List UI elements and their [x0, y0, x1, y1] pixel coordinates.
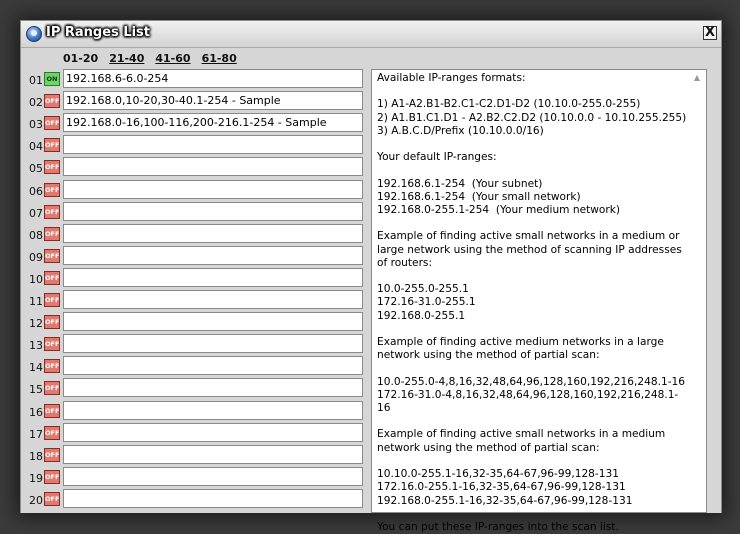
- on-off-toggle[interactable]: OFF: [44, 138, 60, 152]
- row-number: 15: [29, 383, 43, 397]
- on-off-toggle[interactable]: OFF: [44, 183, 60, 197]
- row-number: 03: [29, 118, 43, 132]
- on-off-toggle[interactable]: OFF: [44, 381, 60, 395]
- row-number: 13: [29, 339, 43, 353]
- row-number: 16: [29, 405, 43, 419]
- ip-range-row: [27, 69, 367, 91]
- ip-range-row: [27, 246, 367, 268]
- ip-range-input[interactable]: [63, 334, 363, 353]
- ip-range-input[interactable]: [63, 312, 363, 331]
- ip-range-row: [27, 180, 367, 202]
- ip-range-row: [27, 312, 367, 334]
- ip-range-input[interactable]: 192.168.0-16,100-116,200-216.1-254 - Sample: [63, 113, 363, 132]
- ip-range-input[interactable]: [63, 378, 363, 397]
- ip-range-input[interactable]: [63, 445, 363, 464]
- ip-range-input[interactable]: [63, 489, 363, 508]
- row-number: 01: [29, 74, 43, 87]
- row-number: 08: [29, 228, 43, 242]
- page-tabs: [63, 52, 248, 68]
- ip-range-row: [27, 268, 367, 290]
- row-number: 14: [29, 361, 43, 375]
- row-number: 09: [29, 250, 43, 264]
- on-off-toggle[interactable]: OFF: [44, 205, 60, 219]
- row-number: 20: [29, 493, 43, 507]
- ip-ranges-window: [20, 20, 722, 533]
- on-off-toggle[interactable]: OFF: [44, 94, 60, 108]
- ip-range-input[interactable]: [63, 157, 363, 176]
- on-off-toggle[interactable]: OFF: [44, 359, 60, 373]
- ip-range-row: [27, 202, 367, 224]
- page-tab-41-60[interactable]: 41-60: [155, 52, 191, 65]
- on-off-toggle[interactable]: ON: [44, 72, 60, 86]
- close-button[interactable]: X: [704, 25, 716, 40]
- ip-range-input[interactable]: [63, 224, 363, 243]
- ip-range-input[interactable]: [63, 356, 363, 375]
- on-off-toggle[interactable]: OFF: [44, 227, 60, 241]
- on-off-toggle[interactable]: OFF: [44, 448, 60, 462]
- row-number: 05: [29, 162, 43, 176]
- ip-range-input[interactable]: [63, 290, 363, 309]
- scroll-up-icon[interactable]: ▲: [693, 73, 701, 82]
- title-bar[interactable]: [21, 21, 721, 48]
- ip-range-input[interactable]: [63, 423, 363, 442]
- ip-range-row: [27, 378, 367, 400]
- on-off-toggle[interactable]: OFF: [44, 160, 60, 174]
- on-off-toggle[interactable]: OFF: [44, 426, 60, 440]
- row-number: 12: [29, 317, 43, 331]
- row-number: 11: [29, 295, 43, 308]
- on-off-toggle[interactable]: OFF: [44, 337, 60, 351]
- on-off-toggle[interactable]: OFF: [44, 404, 60, 418]
- on-off-toggle[interactable]: OFF: [44, 116, 60, 130]
- ip-range-row: [27, 113, 367, 135]
- page-tab-61-80[interactable]: 61-80: [201, 52, 237, 65]
- on-off-toggle[interactable]: OFF: [44, 293, 60, 307]
- row-number: 18: [29, 449, 43, 463]
- ip-range-input[interactable]: [63, 467, 363, 486]
- ip-range-row: [27, 135, 367, 157]
- row-number: 07: [29, 206, 43, 220]
- ip-range-row: [27, 91, 367, 113]
- on-off-toggle[interactable]: OFF: [44, 470, 60, 484]
- ip-range-row: [27, 423, 367, 445]
- ip-range-input[interactable]: [63, 202, 363, 221]
- ip-range-row: [27, 467, 367, 489]
- row-number: 17: [29, 427, 43, 441]
- app-globe-icon: [26, 26, 42, 42]
- on-off-toggle[interactable]: OFF: [44, 315, 60, 329]
- ip-range-row: [27, 401, 367, 423]
- on-off-toggle[interactable]: OFF: [44, 271, 60, 285]
- ip-range-input[interactable]: 192.168.6-6.0-254: [63, 69, 363, 88]
- row-number: 19: [29, 471, 43, 485]
- window-title: IP Ranges List: [46, 25, 151, 40]
- row-number: 02: [29, 96, 43, 110]
- row-number: 06: [29, 184, 43, 198]
- row-number: 04: [29, 140, 43, 154]
- row-number: 10: [29, 272, 43, 286]
- ip-range-input[interactable]: [63, 401, 363, 420]
- ip-range-row: [27, 290, 367, 312]
- ip-range-input[interactable]: [63, 135, 363, 154]
- ip-range-row: [27, 334, 367, 356]
- ip-range-row: [27, 356, 367, 378]
- ip-range-row: [27, 445, 367, 467]
- ip-range-input[interactable]: [63, 268, 363, 287]
- info-text: Available IP-ranges formats: 1) A1-A2.B1-B2.C1-C2.D1-D2 (10.10.0-255.0-255) 2) A1.B1.C1.D1 - A2.B2.C2.D2 (10.10.0.0 - 10.10.255.255) 3) A.B.C.D/Prefix (10.10.0.0/16) Your default IP-ranges: 192.168.6.1-254 (Your subnet) 192.168.6.1-254 (Your small network) 192.168.0-255.1-254 (Your medium network) Example of finding active small networks in a medium or large network using the method of scanning IP addresses of routers: 10.0-255.0-255.1 172.16-31.0-255.1 192.168.0-255.1 Example of finding active medium networks in a large network using the method of partial scan: 10.0-255.0-4,8,16,32,48,64,96,128,160,192,216,248.1-16 172.16-31.0-4,8,16,32,48,64,96,128,160,192,216,248.1-16 Example of finding active small networks in a medium network using the method of partial scan: 10.10.0-255.1-16,32-35,64-67,96-99,128-131 172.16.0-255.1-16,32-35,64-67,96-99,128-131 192.168.0-255.1-16,32-35,64-67,96-99,128-131 You can put these IP-ranges into the scan list.: [377, 72, 687, 533]
- ip-range-input[interactable]: [63, 180, 363, 199]
- ip-range-row: [27, 157, 367, 179]
- on-off-toggle[interactable]: OFF: [44, 492, 60, 506]
- ip-range-row: [27, 224, 367, 246]
- ip-range-input[interactable]: 192.168.0,10-20,30-40.1-254 - Sample: [63, 91, 363, 110]
- page-tab-21-40[interactable]: 21-40: [109, 52, 145, 65]
- page-tab-01-20[interactable]: 01-20: [63, 52, 99, 65]
- on-off-toggle[interactable]: OFF: [44, 249, 60, 263]
- ip-range-input[interactable]: [63, 246, 363, 265]
- info-panel[interactable]: [371, 69, 707, 533]
- ip-range-row: [27, 489, 367, 511]
